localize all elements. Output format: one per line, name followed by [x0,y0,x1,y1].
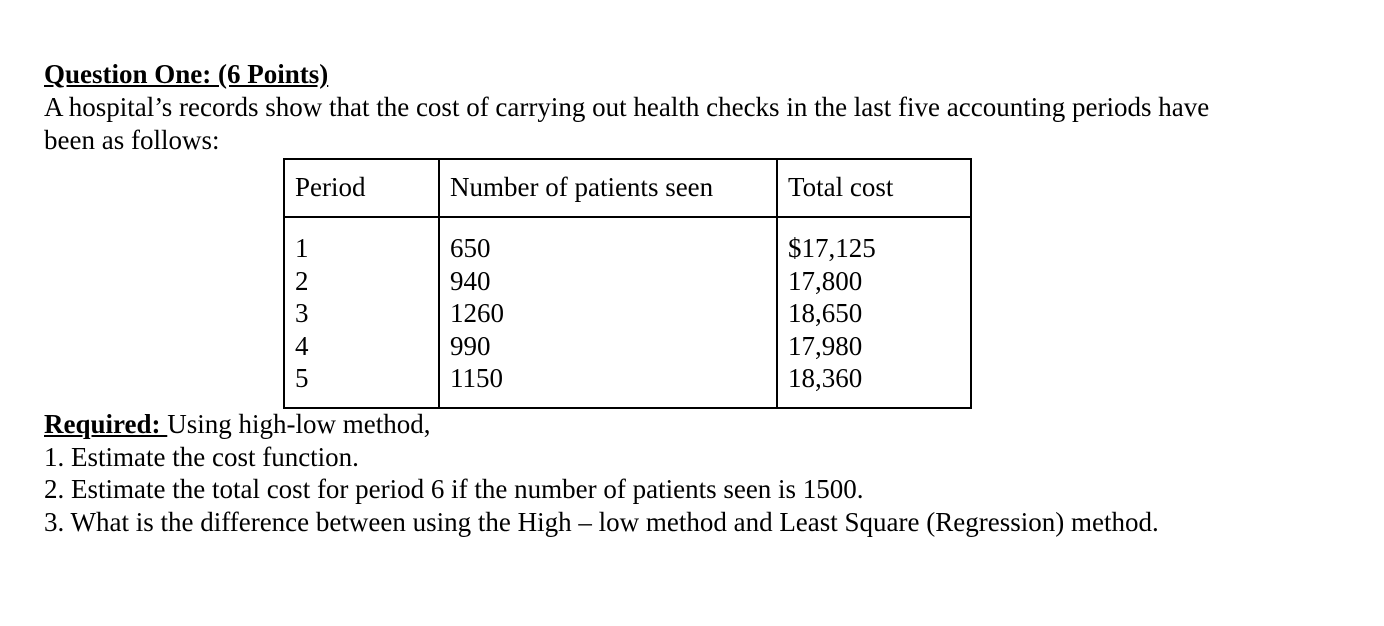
period-cell: 3 [295,298,309,328]
cost-cell: 17,800 [788,265,863,296]
cost-data-table [283,158,972,409]
required-item: 2. Estimate the total cost for period 6 if the number of patients seen is 1500. [44,474,864,504]
period-column [284,217,439,408]
patients-cell: 940 [450,265,491,296]
cost-column [777,217,971,408]
required-item: 1. Estimate the cost function. [44,441,359,472]
header-period: Period [284,159,439,217]
question-intro [44,91,1354,157]
patients-cell: 1150 [450,363,503,393]
patients-column [439,217,777,408]
table-header-row [284,159,971,217]
patients-cell: 650 [450,233,491,263]
required-item: 3. What is the difference between using the High – low method and Least Square (Regression) method. [44,506,1159,537]
period-cell: 5 [295,363,309,393]
intro-line-2: been as follows: [44,125,220,155]
required-lead-line [44,408,1159,441]
patients-cell: 1260 [450,298,504,328]
period-cell: 4 [295,330,309,361]
required-label: Required: [44,409,168,439]
cost-cell: 18,650 [788,298,863,328]
table-body-row [284,217,971,408]
header-patients: Number of patients seen [439,159,777,217]
period-cell: 2 [295,265,309,296]
cost-cell: 17,980 [788,330,863,361]
header-total-cost: Total cost [777,159,971,217]
patients-cell: 990 [450,330,491,361]
period-cell: 1 [295,233,309,263]
required-lead: Using high-low method, [167,409,431,439]
intro-line-1: A hospital’s records show that the cost of carrying out health checks in the last five accounting periods have [44,92,1210,122]
required-section [44,408,1159,538]
question-heading: Question One: (6 Points) [44,59,329,89]
cost-cell: $17,125 [788,233,876,263]
cost-cell: 18,360 [788,363,863,393]
